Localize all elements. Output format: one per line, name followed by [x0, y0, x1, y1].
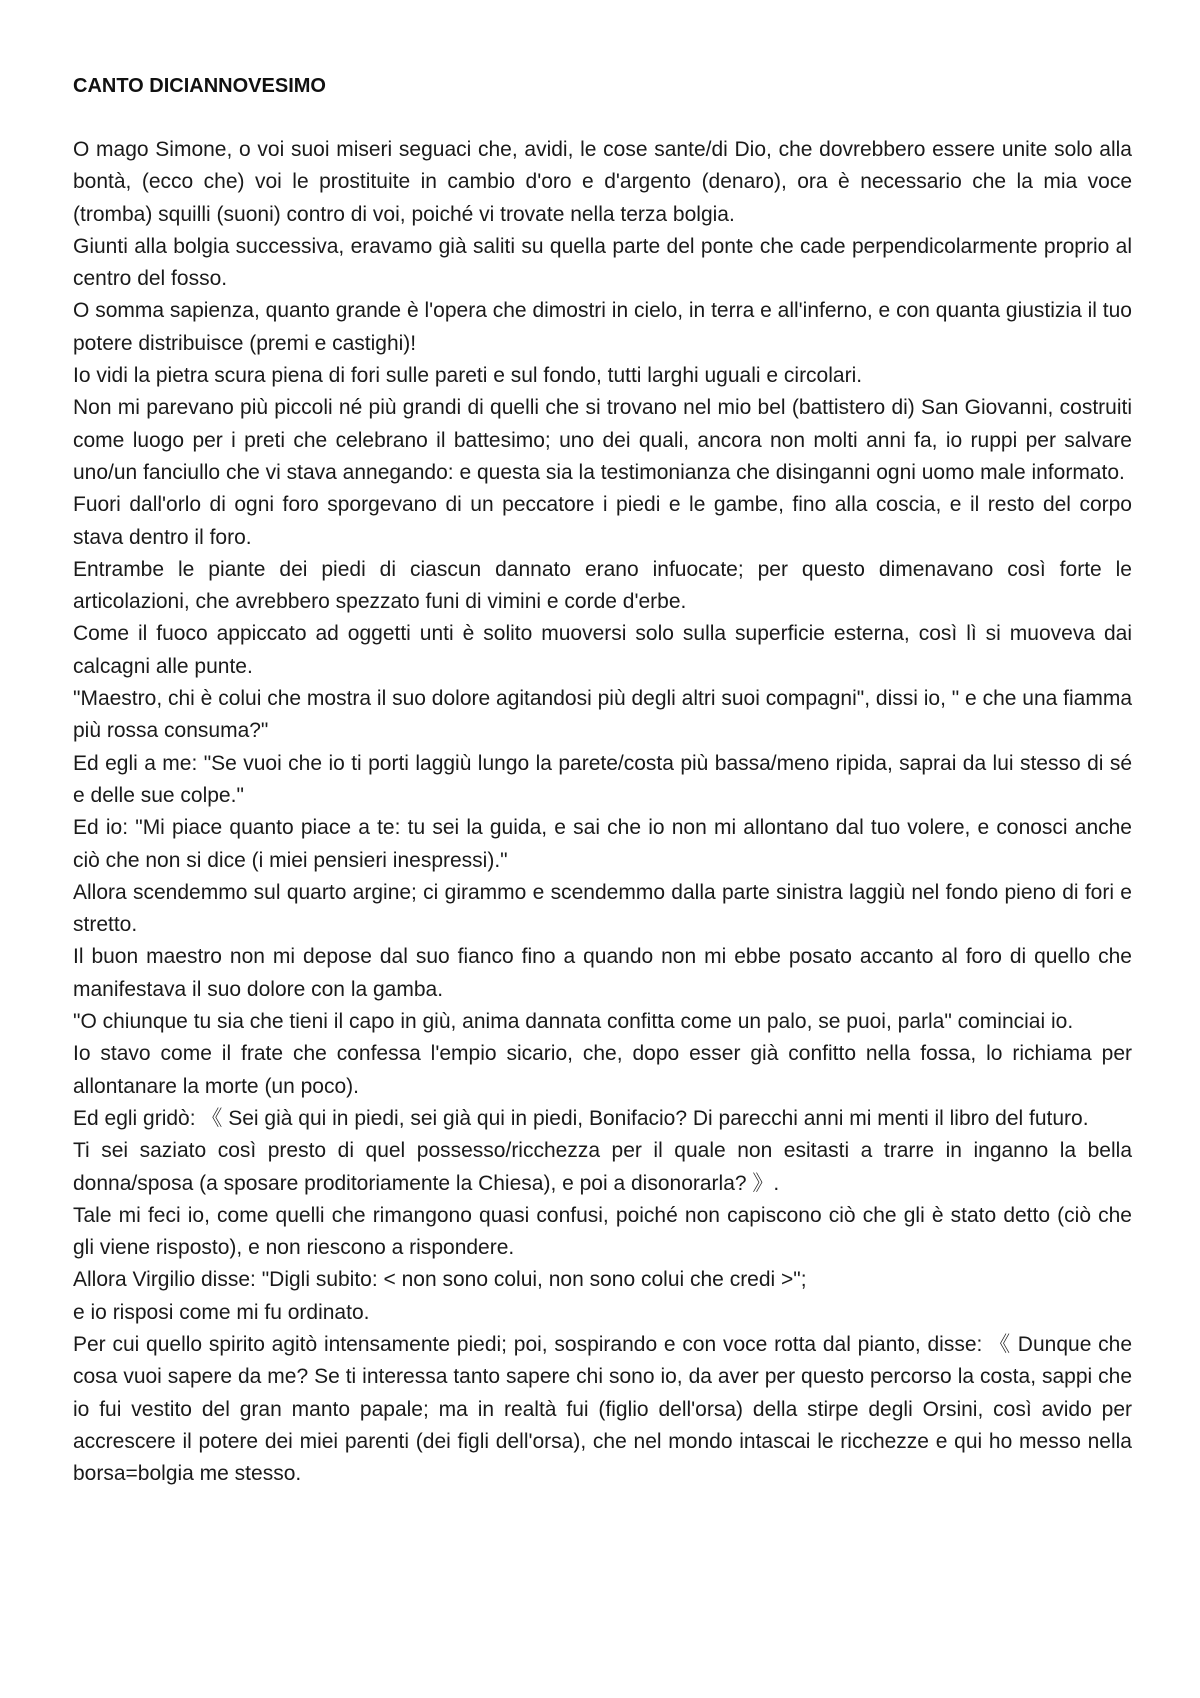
paragraph: "Maestro, chi è colui che mostra il suo dolore agitandosi più degli altri suoi compagni", dissi io, " e che una fiamma più rossa consuma?" — [73, 687, 1132, 743]
paragraph: Il buon maestro non mi depose dal suo fianco fino a quando non mi ebbe posato accanto al foro di quello che manifestava il suo dolore con la gamba. — [73, 945, 1132, 1001]
paragraph: "O chiunque tu sia che tieni il capo in giù, anima dannata confitta come un palo, se puoi, parla" cominciai io. — [73, 1010, 1074, 1034]
document-title: CANTO DICIANNOVESIMO — [73, 75, 326, 97]
paragraph: Per cui quello spirito agitò intensamente piedi; poi, sospirando e con voce rotta dal pianto, disse: 《 Dunque che cosa vuoi sapere da me? Se ti interessa tanto sapere chi sono io, da aver per questo percorso la costa, sappi che io fui vestito del gran manto papale; ma in realtà fui (figlio dell'orsa) della stirpe degli Orsini, così avido per accrescere il potere dei miei parenti (dei figli dell'orsa), che nel mondo intascai le ricchezze e qui ho messo nella borsa=bolgia me stesso. — [73, 1332, 1132, 1486]
paragraph: O mago Simone, o voi suoi miseri seguaci che, avidi, le cose sante/di Dio, che dovrebbero essere unite solo alla bontà, (ecco che) voi le prostituite in cambio d'oro e d'argento (denaro), ora è necessario che la mia voce (tromba) squilli (suoni) contro di voi, poiché vi trovate nella terza bolgia. — [73, 138, 1132, 226]
paragraph: Tale mi feci io, come quelli che rimangono quasi confusi, poiché non capiscono ciò che gli è stato detto (ciò che gli viene risposto), e non riescono a rispondere. — [73, 1203, 1132, 1260]
paragraph: Io vidi la pietra scura piena di fori sulle pareti e sul fondo, tutti larghi uguali e circolari. — [73, 364, 863, 388]
paragraph: Fuori dall'orlo di ogni foro sporgevano di un peccatore i piedi e le gambe, fino alla coscia, e il resto del corpo stava dentro il foro. — [73, 493, 1132, 549]
document-body — [73, 134, 1132, 1490]
paragraph: Ed io: "Mi piace quanto piace a te: tu sei la guida, e sai che io non mi allontano dal tuo volere, e conosci anche ciò che non si dice (i miei pensieri inespressi)." — [73, 816, 1132, 872]
paragraph: e io risposi come mi fu ordinato. — [73, 1300, 370, 1324]
document-page — [73, 70, 1132, 1490]
paragraph: Io stavo come il frate che confessa l'empio sicario, che, dopo esser già confitto nella fossa, lo richiama per allontanare la morte (un poco). — [73, 1042, 1132, 1098]
paragraph: Allora Virgilio disse: "Digli subito: < non sono colui, non sono colui che credi >"; — [73, 1268, 807, 1292]
paragraph: Non mi parevano più piccoli né più grandi di quelli che si trovano nel mio bel (battistero di) San Giovanni, costruiti come luogo per i preti che celebrano il battesimo; uno dei quali, ancora non molti anni fa, io ruppi per salvare uno/un fanciullo che vi stava annegando: e questa sia la testimonianza che disinganni ogni uomo male informato. — [73, 396, 1132, 484]
paragraph: Allora scendemmo sul quarto argine; ci girammo e scendemmo dalla parte sinistra laggiù nel fondo pieno di fori e stretto. — [73, 880, 1132, 937]
paragraph: Ti sei saziato così presto di quel possesso/ricchezza per il quale non esitasti a trarre in inganno la bella donna/sposa (a sposare proditoriamente la Chiesa), e poi a disonorarla? 》. — [73, 1139, 1132, 1195]
paragraph: Ed egli gridò: 《 Sei già qui in piedi, sei già qui in piedi, Bonifacio? Di parecchi anni mi menti il libro del futuro. — [73, 1106, 1089, 1130]
paragraph: Come il fuoco appiccato ad oggetti unti è solito muoversi solo sulla superficie esterna, così lì si muoveva dai calcagni alle punte. — [73, 622, 1132, 678]
paragraph: Ed egli a me: "Se vuoi che io ti porti laggiù lungo la parete/costa più bassa/meno ripida, saprai da lui stesso di sé e delle sue colpe." — [73, 751, 1132, 807]
paragraph: O somma sapienza, quanto grande è l'opera che dimostri in cielo, in terra e all'inferno, e con quanta giustizia il tuo potere distribuisce (premi e castighi)! — [73, 299, 1132, 355]
paragraph: Giunti alla bolgia successiva, eravamo già saliti su quella parte del ponte che cade perpendicolarmente proprio al centro del fosso. — [73, 234, 1132, 291]
paragraph: Entrambe le piante dei piedi di ciascun dannato erano infuocate; per questo dimenavano così forte le articolazioni, che avrebbero spezzato funi di vimini e corde d'erbe. — [73, 557, 1132, 614]
